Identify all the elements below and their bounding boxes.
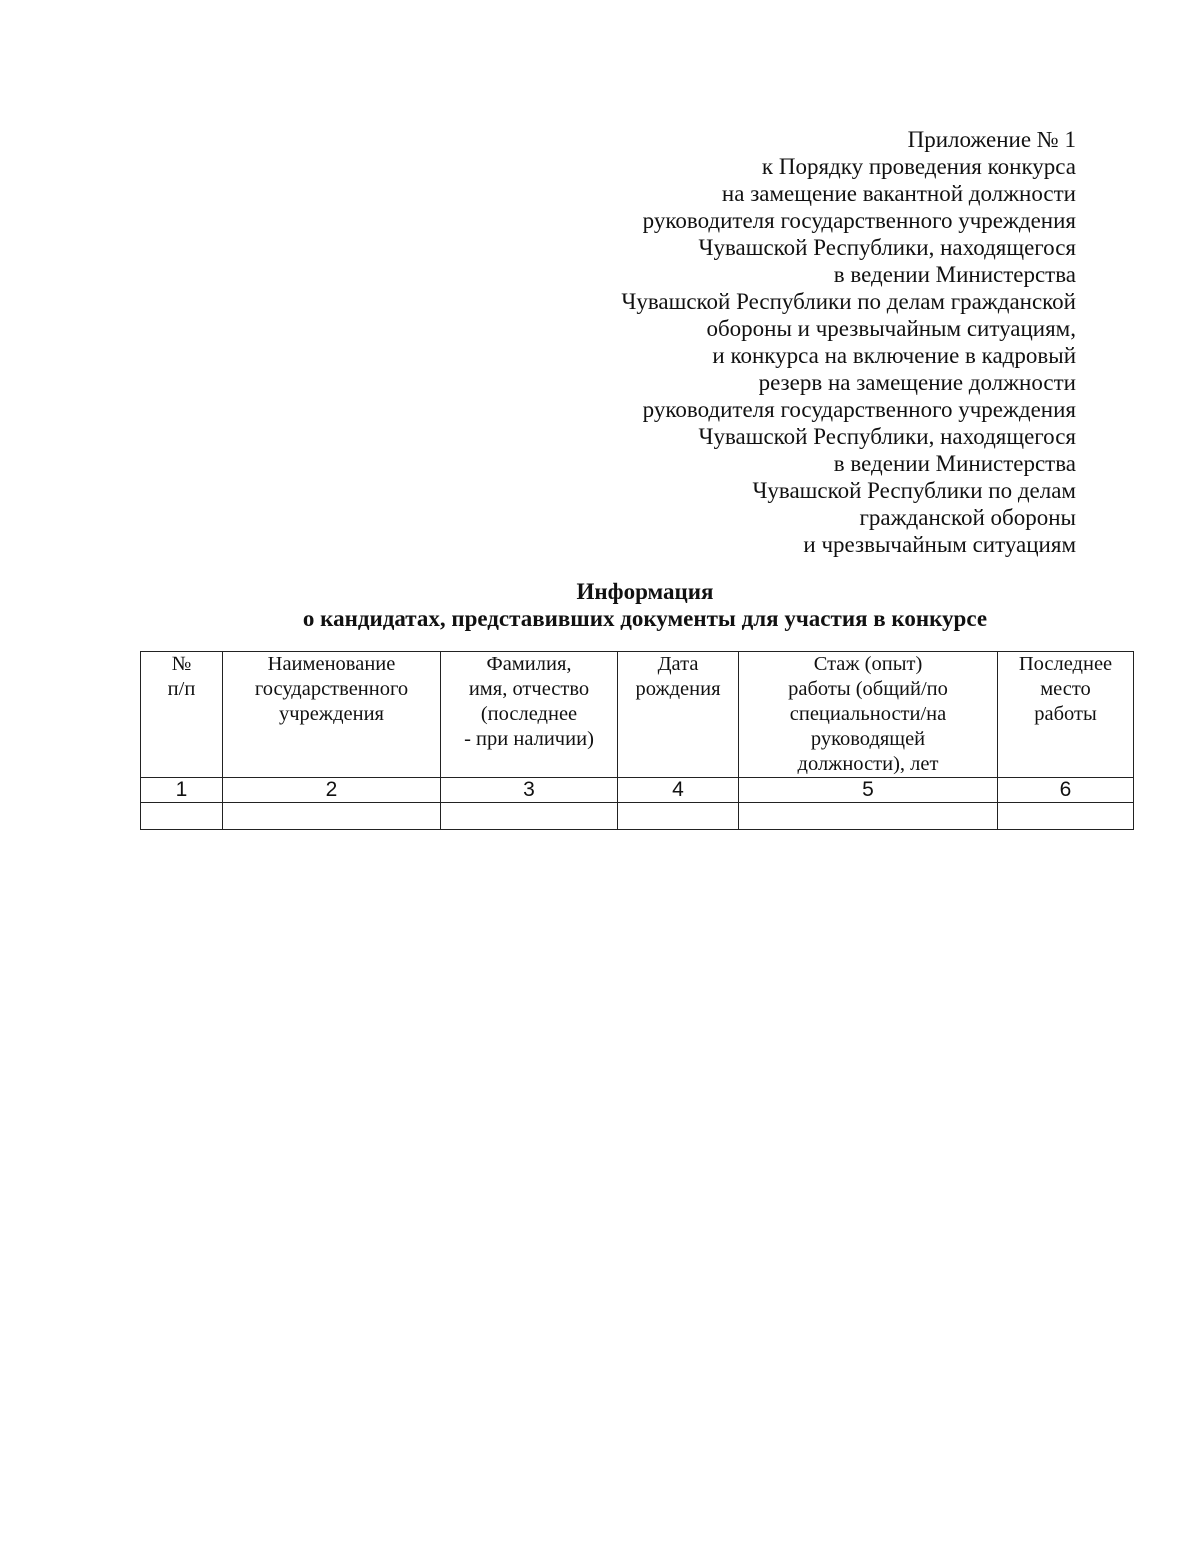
appendix-line: и конкурса на включение в кадровый [712, 343, 1076, 368]
column-number-cell: 6 [998, 778, 1134, 803]
appendix-line: Чувашской Республики, находящегося [698, 235, 1076, 260]
appendix-line: Чувашской Республики по делам гражданской [621, 289, 1076, 314]
header-label: Наименование государственного учреждения [254, 653, 409, 725]
empty-cell [223, 803, 441, 830]
appendix-line: руководителя государственного учреждения [642, 397, 1076, 422]
column-number-cell: 3 [441, 778, 618, 803]
column-number-cell: 5 [739, 778, 998, 803]
appendix-line: в ведении Министерства [833, 451, 1076, 476]
empty-cell [618, 803, 739, 830]
title-line-1: Информация [576, 579, 714, 604]
empty-cell [141, 803, 223, 830]
appendix-line: резерв на замещение должности [758, 370, 1076, 395]
header-cell-last-workplace [998, 652, 1134, 778]
header-label: Дата рождения [635, 653, 721, 700]
appendix-block [516, 126, 1076, 558]
empty-cell [441, 803, 618, 830]
appendix-line: Чувашской Республики, находящегося [698, 424, 1076, 449]
header-cell-number [141, 652, 223, 778]
appendix-line: в ведении Министерства [833, 262, 1076, 287]
candidates-table [140, 651, 1134, 830]
column-number-cell: 1 [141, 778, 223, 803]
empty-cell [998, 803, 1134, 830]
appendix-line: к Порядку проведения конкурса [761, 154, 1076, 179]
header-cell-full-name [441, 652, 618, 778]
header-cell-experience [739, 652, 998, 778]
appendix-line: и чрезвычайным ситуациям [803, 532, 1076, 557]
empty-cell [739, 803, 998, 830]
appendix-line: Приложение № 1 [907, 127, 1076, 152]
appendix-line: на замещение вакантной должности [721, 181, 1076, 206]
appendix-line: гражданской обороны [859, 505, 1076, 530]
document-title [140, 578, 1150, 632]
appendix-line: руководителя государственного учреждения [642, 208, 1076, 233]
header-cell-institution [223, 652, 441, 778]
appendix-line: обороны и чрезвычайным ситуациям, [706, 316, 1076, 341]
header-label: № п/п [167, 653, 196, 700]
title-line-2: о кандидатах, представивших документы для участия в конкурсе [302, 606, 988, 631]
header-label: Фамилия, имя, отчество (последнее - при наличии) [464, 653, 594, 750]
header-cell-birth-date [618, 652, 739, 778]
header-label: Стаж (опыт) работы (общий/по специальности/на руководящей должности), лет [788, 653, 948, 775]
column-number-row [141, 778, 1134, 803]
header-label: Последнее место работы [1018, 653, 1113, 725]
column-number-cell: 2 [223, 778, 441, 803]
appendix-line: Чувашской Республики по делам [752, 478, 1076, 503]
column-number-cell: 4 [618, 778, 739, 803]
table-row [141, 803, 1134, 830]
table-header-row [141, 652, 1134, 778]
